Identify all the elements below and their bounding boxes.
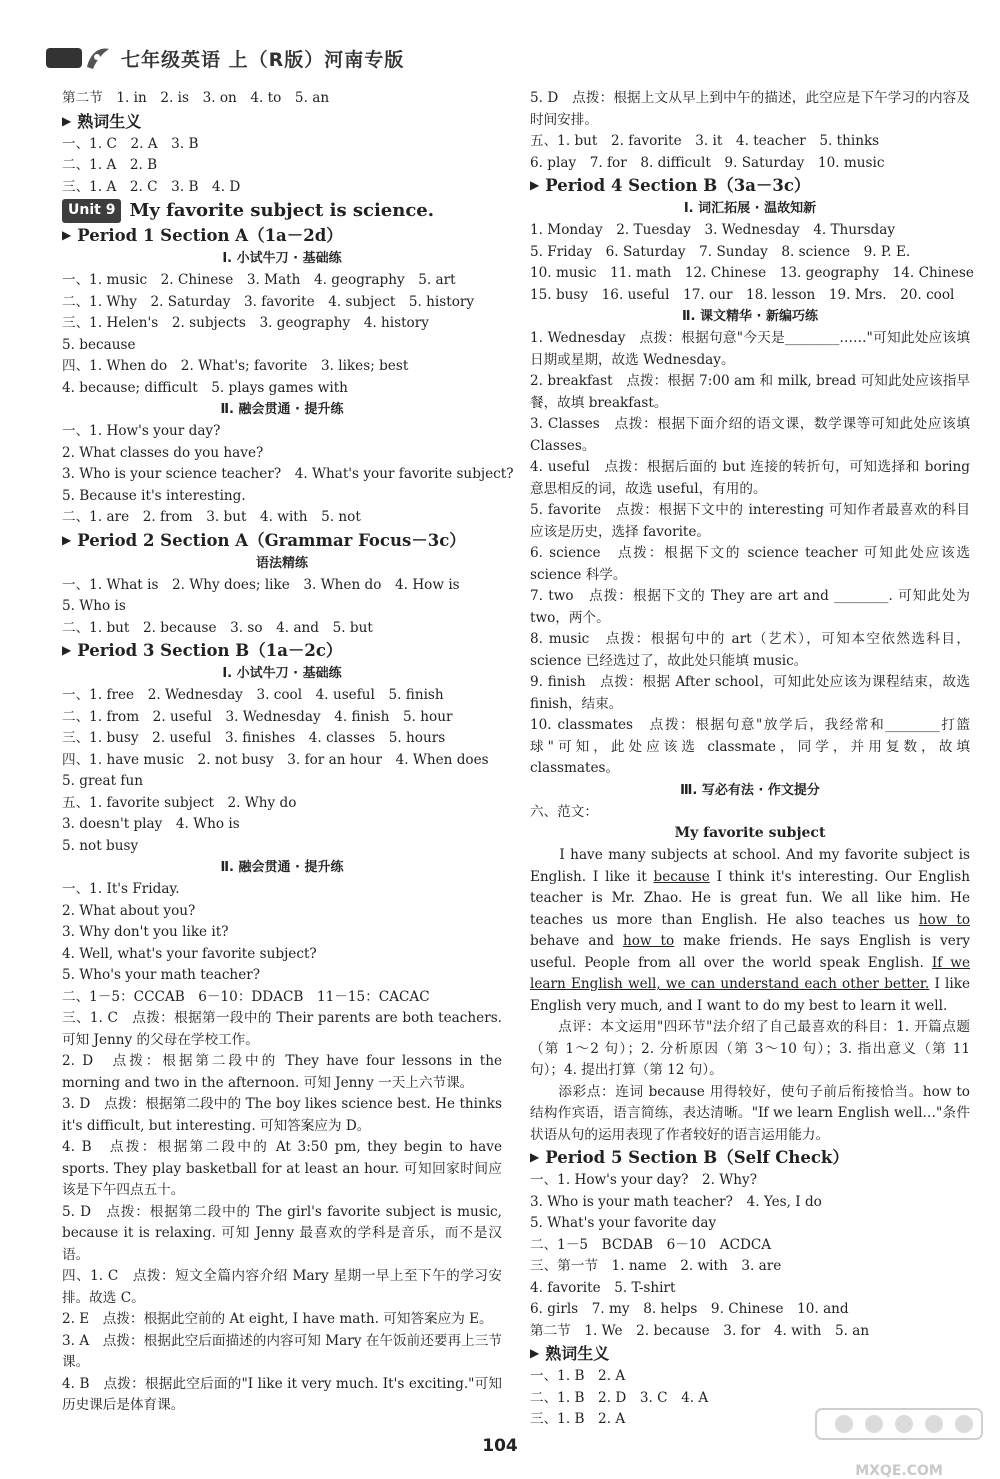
- answer-paragraph: 7. two 点拨：根据下文的 They are art and ________. 可知此处为 two，两个。: [530, 588, 970, 626]
- answer-line: 一、1. How's your day?: [62, 423, 221, 439]
- period-heading: [530, 1146, 970, 1170]
- answer-line: 5. because: [62, 336, 136, 353]
- answer-line: 5. What's your favorite day: [530, 1215, 717, 1231]
- answer-line: 6. play 7. for 8. difficult 9. Saturday 10. music: [530, 154, 885, 171]
- triangle-icon: ▶: [530, 1150, 540, 1165]
- answer-paragraph: 3. A 点拨：根据此空后面描述的内容可知 Mary 在午饭前还要再上三节课。: [62, 1332, 502, 1370]
- answer-line: 三、1. busy 2. useful 3. finishes 4. classes 5. hours: [62, 730, 446, 746]
- essay-underlined-phrase: how to: [918, 911, 971, 928]
- essay-text: I have many subjects at school. And my favorite subject is English. I like it: [530, 847, 970, 885]
- answer-paragraph: 添彩点：连词 because 用得较好，使句子前后衔接恰当。how to 结构作宾语，语言简练，表达清晰。"If we learn English well…"条件状语从句的运用表现了作者较好的语言运用能力。: [530, 1083, 970, 1143]
- subsection-heading: Ⅲ. 写必有法 · 作文提分: [680, 782, 820, 798]
- period-heading-text: Period 2 Section A（Grammar Focus－3c）: [77, 530, 466, 550]
- answer-line: 第二节 1. in 2. is 3. on 4. to 5. an: [62, 90, 330, 106]
- answer-line: 五、1. but 2. favorite 3. it 4. teacher 5. thinks: [530, 133, 880, 149]
- answer-paragraph: 2. breakfast 点拨：根据 7:00 am 和 milk, bread 可知此处应该指早餐，故填 breakfast。: [530, 373, 970, 411]
- period-heading: [530, 174, 970, 198]
- essay-underlined-phrase: If we learn English well, we can understand each other better.: [530, 954, 970, 992]
- answer-line: 二、1－5：CCCAB 6－10：DDACB 11－15：CACAC: [62, 988, 430, 1005]
- answer-paragraph: 四、1. C 点拨：短文全篇内容介绍 Mary 星期一早上至下午的学习安排。故选 C。: [62, 1268, 502, 1306]
- answer-line: 三、1. Helen's 2. subjects 3. geography 4. history: [62, 315, 429, 331]
- watermark-text: MXQE.COM: [855, 1463, 943, 1479]
- answer-line: 二、1－5 BCDAB 6－10 ACDCA: [530, 1236, 772, 1253]
- essay-text: I think it's interesting. Our English teacher is Mr. Zhao. He is great fun. We all like him. He teaches us more than English. He also teaches us: [530, 868, 970, 928]
- answer-line: 二、1. A 2. B: [62, 157, 158, 173]
- watermark-logo-icon: [814, 1405, 984, 1479]
- answer-paragraph: 10. classmates 点拨：根据句意"放学后，我经常和________打篮球"可知，此处应该选 classmate，同学，并用复数，故填 classmates。: [530, 717, 970, 776]
- period-heading-text: Period 3 Section B（1a－2c）: [77, 641, 343, 661]
- triangle-icon: ▶: [62, 643, 72, 658]
- period-heading-text: Period 4 Section B（3a－3c）: [545, 176, 811, 196]
- answer-line: 一、1. It's Friday.: [62, 881, 180, 897]
- period-heading: [62, 529, 502, 553]
- answer-line: 二、1. B 2. D 3. C 4. A: [530, 1389, 709, 1406]
- essay-underlined-phrase: because: [653, 868, 710, 885]
- essay-text: make friends. He says English is very useful. People from all over the world speak English.: [530, 933, 970, 971]
- answer-line: 四、1. have music 2. not busy 3. for an hour 4. When does: [62, 751, 489, 768]
- answer-line: 一、1. music 2. Chinese 3. Math 4. geography 5. art: [62, 272, 456, 288]
- answer-line: 三、第一节 1. name 2. with 3. are: [530, 1258, 782, 1274]
- period-heading: [62, 224, 502, 248]
- right-column: [530, 88, 974, 1431]
- answer-line: 3. Who is your math teacher? 4. Yes, I do: [530, 1193, 822, 1210]
- header-title: 七年级英语 上（R版）河南专版: [121, 48, 405, 71]
- answer-line: 一、1. C 2. A 3. B: [62, 135, 199, 152]
- essay-text: behave and: [530, 933, 623, 949]
- answer-line: 3. Who is your science teacher? 4. What's your favorite subject?: [62, 466, 514, 482]
- answer-line: 4. favorite 5. T-shirt: [530, 1279, 676, 1296]
- unit-heading: [62, 198, 502, 224]
- triangle-icon: ▶: [530, 178, 540, 193]
- unit-badge: Unit 9: [62, 199, 121, 223]
- answer-line: 5. Because it's interesting.: [62, 487, 246, 504]
- subsection-heading: Ⅰ. 小试牛刀 · 基础练: [222, 251, 342, 266]
- answer-line: 5. Friday 6. Saturday 7. Sunday 8. science 9. P. E.: [530, 243, 911, 260]
- answer-line: 3. doesn't play 4. Who is: [62, 816, 240, 832]
- answer-paragraph: 6. science 点拨：根据下文的 science teacher 可知此处应该选 science 科学。: [530, 545, 970, 583]
- answer-line: 二、1. Why 2. Saturday 3. favorite 4. subject 5. history: [62, 293, 475, 310]
- answer-paragraph: 3. Classes 点拨：根据下面介绍的语文课，数学课等可知此处应该填 Classes。: [530, 416, 970, 454]
- essay-underlined-phrase: how to: [622, 933, 675, 949]
- answer-line: 一、1. What is 2. Why does; like 3. When do 4. How is: [62, 576, 460, 593]
- answer-paragraph: 5. D 点拨：根据上文从早上到中午的描述，此空应是下午学习的内容及时间安排。: [530, 90, 970, 128]
- section-heading-text: 熟词生义: [77, 111, 142, 131]
- answer-line: 5. great fun: [62, 773, 143, 789]
- answer-line: 4. because; difficult 5. plays games with: [62, 379, 348, 396]
- section-heading: [530, 1342, 970, 1366]
- answer-line: 2. What classes do you have?: [62, 444, 264, 461]
- answer-line: 一、1. B 2. A: [530, 1368, 626, 1384]
- answer-line: 三、1. B 2. A: [530, 1411, 626, 1427]
- essay-title: My favorite subject: [674, 825, 826, 841]
- triangle-icon: ▶: [62, 113, 72, 128]
- answer-line: 三、1. A 2. C 3. B 4. D: [62, 178, 241, 195]
- answer-paragraph: 4. useful 点拨：根据后面的 but 连接的转折句，可知选择和 boring 意思相反的词，故选 useful，有用的。: [530, 459, 970, 497]
- answer-line: 5. Who's your math teacher?: [62, 967, 261, 983]
- answer-line: 3. Why don't you like it?: [62, 924, 229, 940]
- answer-paragraph: 4. B 点拨：根据此空后面的"I like it very much. It's exciting."可知历史课后是体育课。: [62, 1375, 502, 1413]
- triangle-icon: ▶: [62, 532, 72, 547]
- answer-line: 6. girls 7. my 8. helps 9. Chinese 10. and: [530, 1301, 849, 1317]
- period-heading: [62, 639, 502, 663]
- answer-line: 15. busy 16. useful 17. our 18. lesson 19. Mrs. 20. cool: [530, 286, 955, 303]
- answer-paragraph: 1. Wednesday 点拨：根据句意"今天是________……"可知此处应该填日期或星期，故选 Wednesday。: [530, 330, 970, 368]
- essay-text: I like English very much, and I want to do my best to learn it well.: [530, 976, 970, 1014]
- answer-line: 一、1. free 2. Wednesday 3. cool 4. useful 5. finish: [62, 687, 444, 703]
- page-number: 104: [482, 1436, 518, 1456]
- section-heading-text: 熟词生义: [545, 1344, 610, 1364]
- answer-line: 2. What about you?: [62, 902, 196, 919]
- answer-line: 五、1. favorite subject 2. Why do: [62, 794, 297, 811]
- answer-line: 第二节 1. We 2. because 3. for 4. with 5. an: [530, 1322, 870, 1339]
- subsection-heading: 语法精练: [255, 555, 308, 571]
- answer-line: 二、1. but 2. because 3. so 4. and 5. but: [62, 619, 373, 636]
- answer-line: 10. music 11. math 12. Chinese 13. geography 14. Chinese: [530, 265, 974, 281]
- answer-paragraph: 9. finish 点拨：根据 After school，可知此处应该为课程结束，故选 finish，结束。: [530, 674, 970, 712]
- answer-paragraph: 点评：本文运用"四环节"法介绍了自己最喜欢的科目：1. 开篇点题（第 1～2 句）；2. 分析原因（第 3～10 句）；3. 指出意义（第 11 句）；4. 提出打算（第 12 句）。: [530, 1019, 970, 1078]
- answer-line: 5. Who is: [62, 598, 126, 614]
- answer-paragraph: 5. favorite 点拨：根据下文中的 interesting 可知作者最喜欢的科目应该是历史，选择 favorite。: [530, 502, 970, 540]
- answer-line: 六、范文：: [530, 803, 598, 820]
- left-column: [62, 88, 514, 1417]
- answer-paragraph: 三、1. C 点拨：根据第一段中的 Their parents are both teachers. 可知 Jenny 的父母在学校工作。: [62, 1010, 502, 1048]
- answer-line: 4. Well, what's your favorite subject?: [62, 945, 317, 962]
- answer-line: 5. not busy: [62, 837, 139, 854]
- subsection-heading: Ⅱ. 融会贯通 · 提升练: [220, 402, 344, 417]
- answer-line: 1. Monday 2. Tuesday 3. Wednesday 4. Thursday: [530, 222, 896, 238]
- answer-paragraph: 5. D 点拨：根据第二段中的 The girl's favorite subject is music, because it is relaxing. 可知 Jenny 最喜欢的学科是音乐，而不是汉语。: [62, 1203, 502, 1263]
- answer-paragraph: 8. music 点拨：根据句中的 art（艺术），可知本空依然选科目，science 已经选过了，故此处只能填 music。: [530, 631, 970, 669]
- answer-line: 二、1. from 2. useful 3. Wednesday 4. finish 5. hour: [62, 708, 453, 725]
- subsection-heading: Ⅱ. 课文精华 · 新编巧练: [681, 309, 819, 324]
- answer-paragraph: 4. B 点拨：根据第二段中的 At 3:50 pm, they begin to have sports. They play basketball for at least an hour. 可知回家时间应该是下午四点五十。: [62, 1139, 502, 1198]
- answer-line: 二、1. are 2. from 3. but 4. with 5. not: [62, 509, 361, 525]
- period-heading-text: Period 5 Section B（Self Check）: [545, 1148, 849, 1168]
- answer-line: 一、1. How's your day? 2. Why?: [530, 1172, 757, 1188]
- brand-logo-icon: [45, 43, 115, 73]
- subsection-heading: Ⅱ. 融会贯通 · 提升练: [220, 860, 344, 875]
- answer-paragraph: 2. E 点拨：根据此空前的 At eight, I have math. 可知答案应为 E。: [62, 1311, 493, 1327]
- subsection-heading: Ⅰ. 小试牛刀 · 基础练: [222, 666, 342, 681]
- unit-title: My favorite subject is science.: [129, 200, 435, 222]
- triangle-icon: ▶: [530, 1346, 540, 1361]
- answer-paragraph: 3. D 点拨：根据第二段中的 The boy likes science best. He thinks it's difficult, but interesting. 可知答案应为 D。: [62, 1096, 502, 1134]
- essay-body: [530, 845, 970, 1017]
- triangle-icon: ▶: [62, 228, 72, 243]
- section-heading: [62, 110, 502, 134]
- page-header: [45, 40, 975, 76]
- answer-paragraph: 2. D 点拨：根据第二段中的 They have four lessons in the morning and two in the afternoon. 可知 Jenny 一天上六节课。: [62, 1053, 502, 1091]
- subsection-heading: Ⅰ. 词汇拓展 · 温故知新: [683, 201, 817, 216]
- period-heading-text: Period 1 Section A（1a－2d）: [77, 226, 343, 246]
- answer-line: 四、1. When do 2. What's; favorite 3. likes; best: [62, 358, 409, 374]
